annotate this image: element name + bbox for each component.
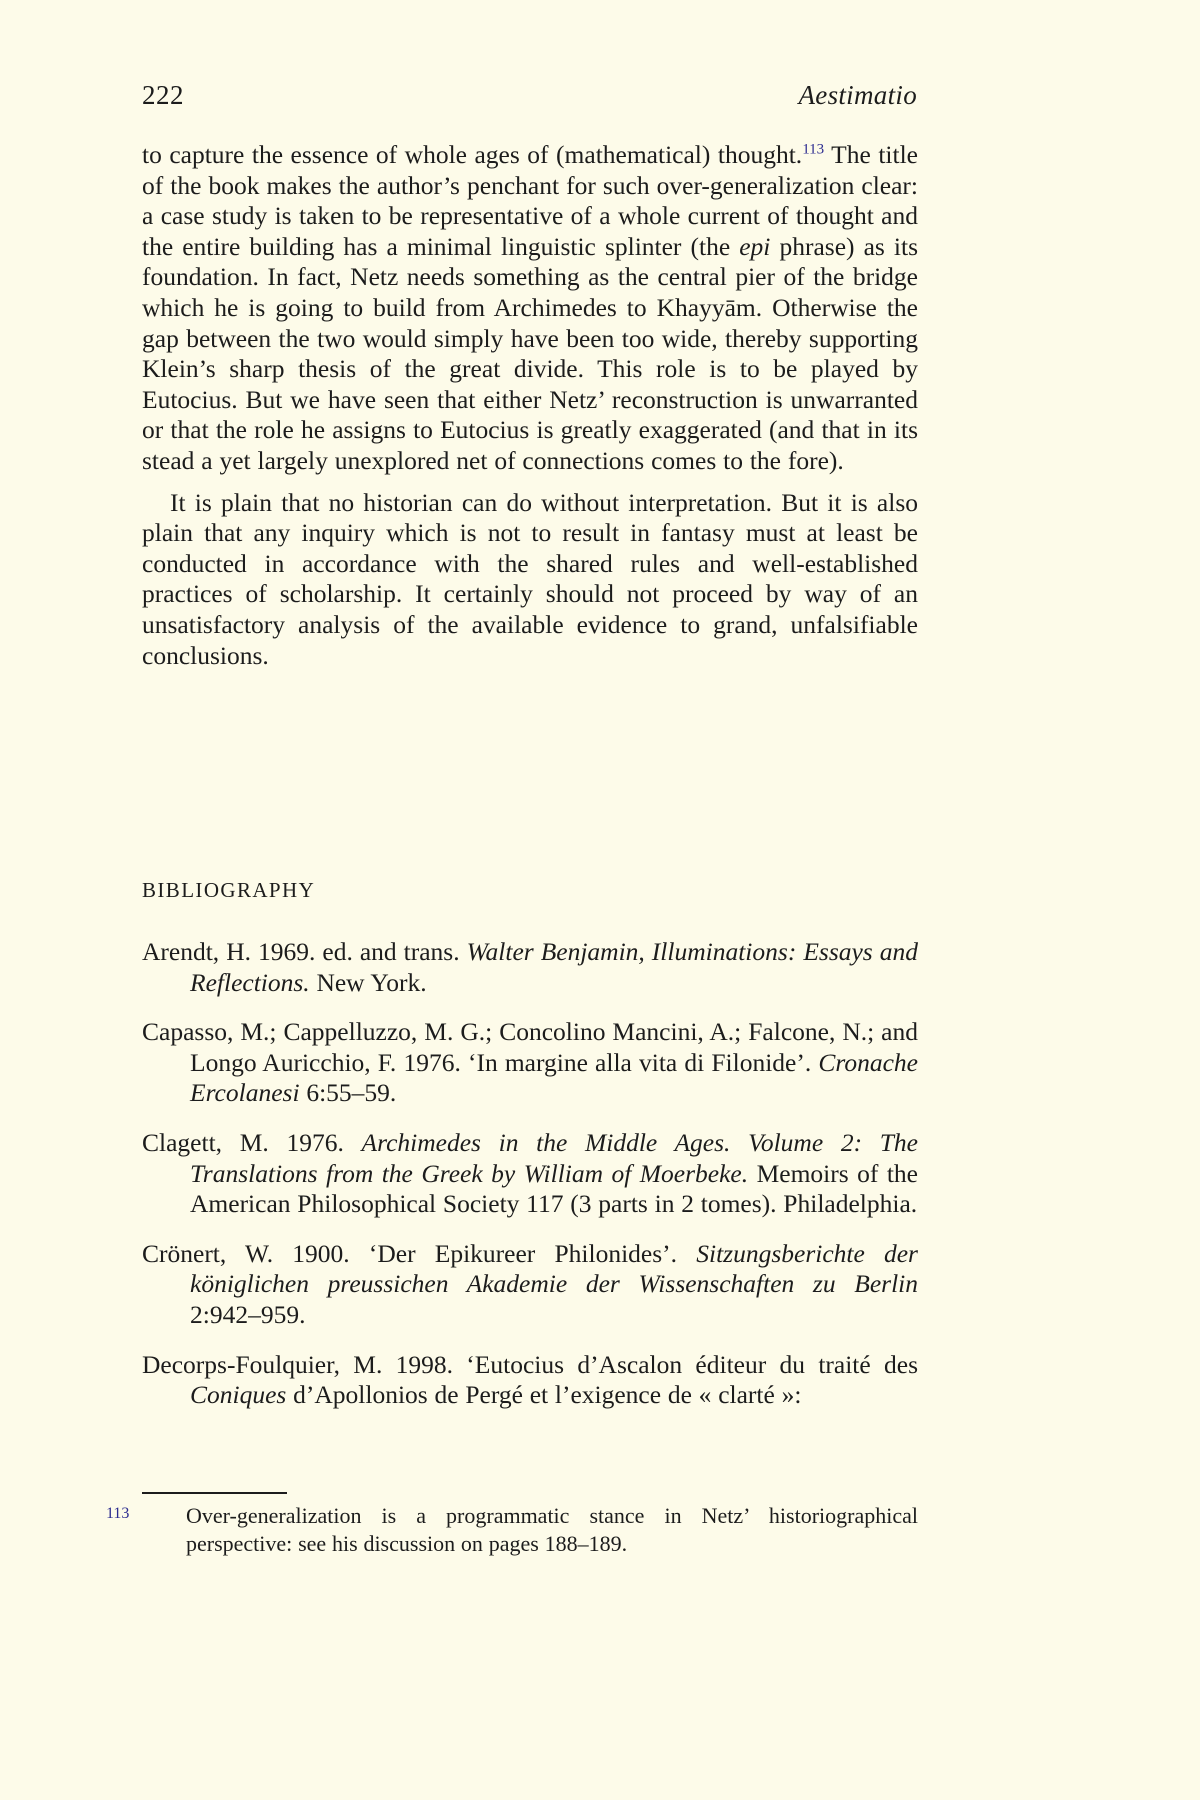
bibliography-section	[142, 878, 918, 1430]
body-text	[142, 140, 918, 671]
running-head	[142, 80, 917, 111]
footnote-area	[106, 1492, 918, 1558]
entry-post: d’Apollonios de Pergé et l’exigence de « clarté »:	[286, 1380, 802, 1410]
footnote-reference-113[interactable]: 113	[802, 141, 825, 158]
entry-post: 2:942–959.	[190, 1299, 306, 1329]
entry-pre: Capasso, M.; Cappelluzzo, M. G.; Concolino Mancini, A.; Falcone, N.; and Longo Auricchio, F. 1976. ‘In margine alla vita di Filonide’.	[142, 1017, 918, 1077]
entry-post: New York.	[309, 967, 427, 997]
bibliography-entry	[142, 937, 918, 998]
paragraph-2: It is plain that no historian can do without interpretation. But it is also plain that any inquiry which is not to result in fantasy must at least be conducted in accordance with the shared rules and well-established practices of scholarship. It certainly should not proceed by way of an unsatisfactory analysis of the available evidence to grand, unfalsifiable conclusions.	[142, 487, 918, 670]
bibliography-heading: BIBLIOGRAPHY	[142, 878, 316, 902]
entry-pre: Crönert, W. 1900. ‘Der Epikureer Philonides’.	[142, 1238, 697, 1268]
page-number: 222	[142, 80, 184, 110]
entry-pre: Clagett, M. 1976.	[142, 1127, 362, 1157]
footnote-separator-rule	[142, 1492, 287, 1494]
paragraph-1-lead: to capture the essence of whole ages of (mathematical) thought.	[142, 140, 803, 169]
footnote-113	[106, 1502, 918, 1558]
entry-pre: Arendt, H. 1969. ed. and trans.	[142, 937, 467, 966]
entry-post: 6:55–59.	[299, 1078, 397, 1108]
bibliography-entry	[142, 1128, 918, 1220]
bibliography-entry	[142, 1017, 918, 1109]
entry-title-italic: Walter Benjamin, Illuminations: Essays and Reflections.	[190, 937, 918, 997]
footnote-text: Over-generalization is a programmatic stance in Netz’ historiographical perspective: see his discussion on pages 188–189.	[186, 1503, 918, 1556]
paragraph-1-rest-2: phrase) as its foundation. In fact, Netz needs something as the central pier of the bridge which he is going to build from Archimedes to Khayyām. Otherwise the gap between the two would simply have been too wide, thereby supporting Klein’s sharp thesis of the great divide. This role is to be played by Eutocius. But we have seen that either Netz’ reconstruction is unwarranted or that the role he assigns to Eutocius is greatly exaggerated (and that in its stead a yet largely unexplored net of connections comes to the fore).	[142, 231, 918, 475]
entry-title-italic: Cronache Ercolanesi	[190, 1047, 918, 1108]
entry-title-italic: Sitzungsberichte der königlichen preussichen Akademie der Wissenschaften zu Berlin	[190, 1238, 918, 1299]
bibliography-entry	[142, 1350, 918, 1411]
paragraph-1	[142, 140, 918, 477]
paragraph-1-rest: The title of the book makes the author’s penchant for such over-generalization clear: a case study is taken to be representative of a whole current of thought and the entire building has a minimal linguistic splinter (the	[142, 140, 918, 261]
entry-title-italic: Archimedes in the Middle Ages. Volume 2: The Translations from the Greek by William of Moerbeke.	[190, 1127, 918, 1188]
footnote-number[interactable]: 113	[106, 1505, 130, 1522]
bibliography-entry	[142, 1239, 918, 1331]
journal-title: Aestimatio	[798, 80, 917, 110]
entry-title-italic: Coniques	[190, 1380, 287, 1410]
entry-pre: Decorps-Foulquier, M. 1998. ‘Eutocius d’Ascalon éditeur du traité des	[142, 1349, 918, 1379]
entry-post: Memoirs of the American Philosophical Society 117 (3 parts in 2 tomes). Philadelphia.	[190, 1158, 919, 1219]
paragraph-1-italic-epi: epi	[739, 231, 771, 261]
